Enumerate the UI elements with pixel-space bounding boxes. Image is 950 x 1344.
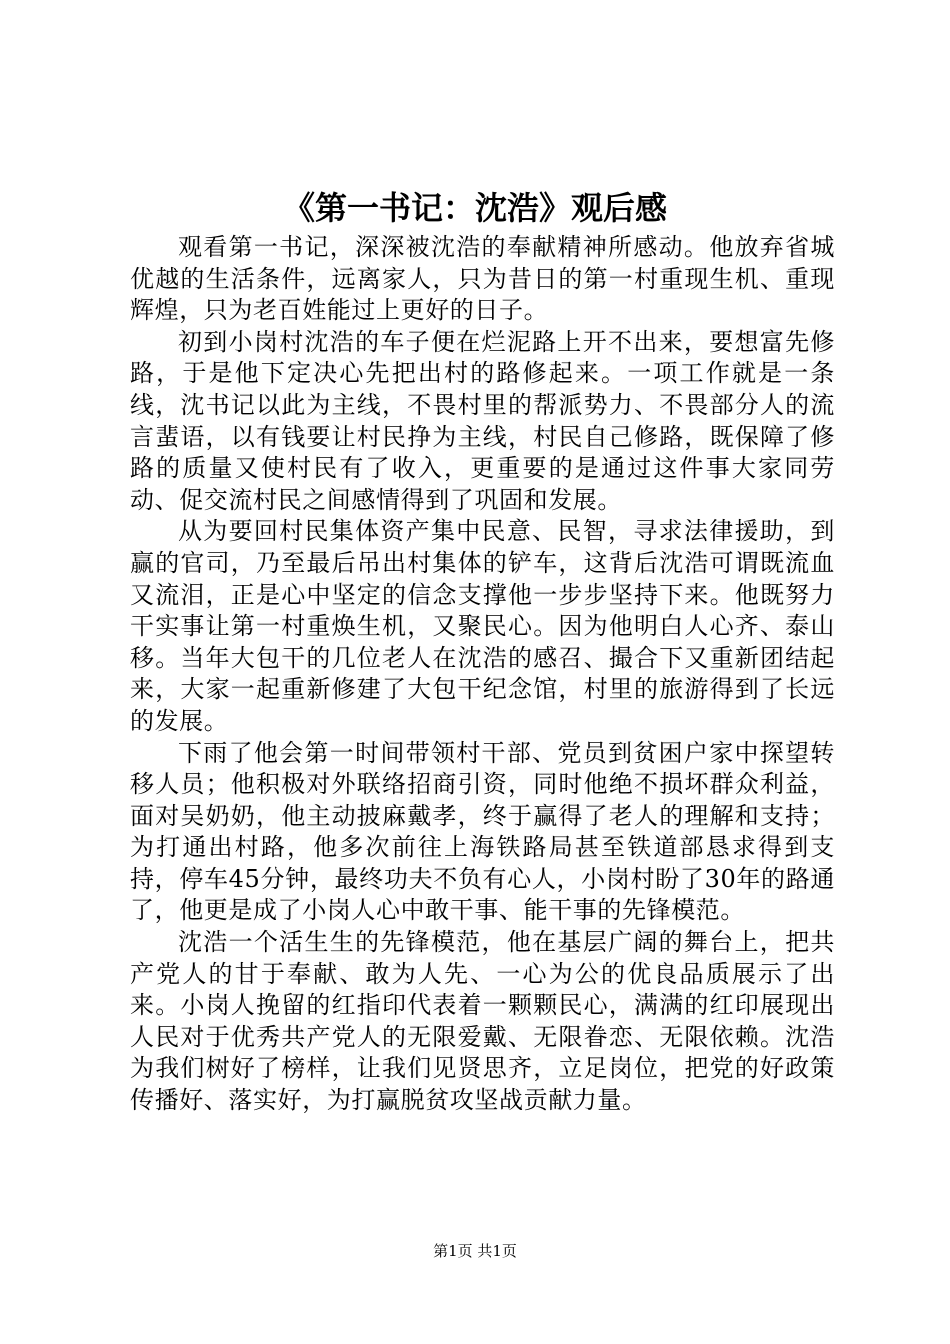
paragraph: 沈浩一个活生生的先锋模范，他在基层广阔的舞台上，把共产党人的甘于奉献、敢为人先、一心为公的优良品质展示了出来。小岗人挽留的红指印代表着一颗颗民心，满满的红印展现出人民对于优秀共产党人的无限爱戴、无限眷恋、无限依赖。沈浩为我们树好了榜样，让我们见贤思齐，立足岗位，把党的好政策传播好、落实好，为打赢脱贫攻坚战贡献力量。: [130, 928, 835, 1115]
paragraph: 从为要回村民集体资产集中民意、民智，寻求法律援助，到赢的官司，乃至最后吊出村集体的铲车，这背后沈浩可谓既流血又流泪，正是心中坚定的信念支撑他一步步坚持下来。他既努力干实事让第一村重焕生机，又聚民心。因为他明白人心齐、泰山移。当年大包干的几位老人在沈浩的感召、撮合下又重新团结起来，大家一起重新修建了大包干纪念馆，村里的旅游得到了长远的发展。: [130, 517, 835, 735]
paragraph: 下雨了他会第一时间带领村干部、党员到贫困户家中探望转移人员；他积极对外联络招商引资，同时他绝不损坏群众利益，面对吴奶奶，他主动披麻戴孝，终于赢得了老人的理解和支持；为打通出村路，他多次前往上海铁路局甚至铁道部恳求得到支持，停车45分钟，最终功夫不负有心人，小岗村盼了30年的路通了，他更是成了小岗人心中敢干事、能干事的先锋模范。: [130, 738, 835, 925]
page-number-footer: 第1页 共1页: [433, 1242, 517, 1260]
document-title: 《第一书记：沈浩》观后感: [282, 189, 667, 227]
document-body: [130, 232, 835, 1117]
paragraph: 观看第一书记，深深被沈浩的奉献精神所感动。他放弃省城优越的生活条件，远离家人，只为昔日的第一村重现生机、重现辉煌，只为老百姓能过上更好的日子。: [130, 233, 835, 325]
paragraph: 初到小岗村沈浩的车子便在烂泥路上开不出来，要想富先修路，于是他下定决心先把出村的路修起来。一项工作就是一条线，沈书记以此为主线，不畏村里的帮派势力、不畏部分人的流言蜚语，以有钱要让村民挣为主线，村民自己修路，既保障了修路的质量又使村民有了收入，更重要的是通过这件事大家同劳动、促交流村民之间感情得到了巩固和发展。: [130, 327, 835, 514]
